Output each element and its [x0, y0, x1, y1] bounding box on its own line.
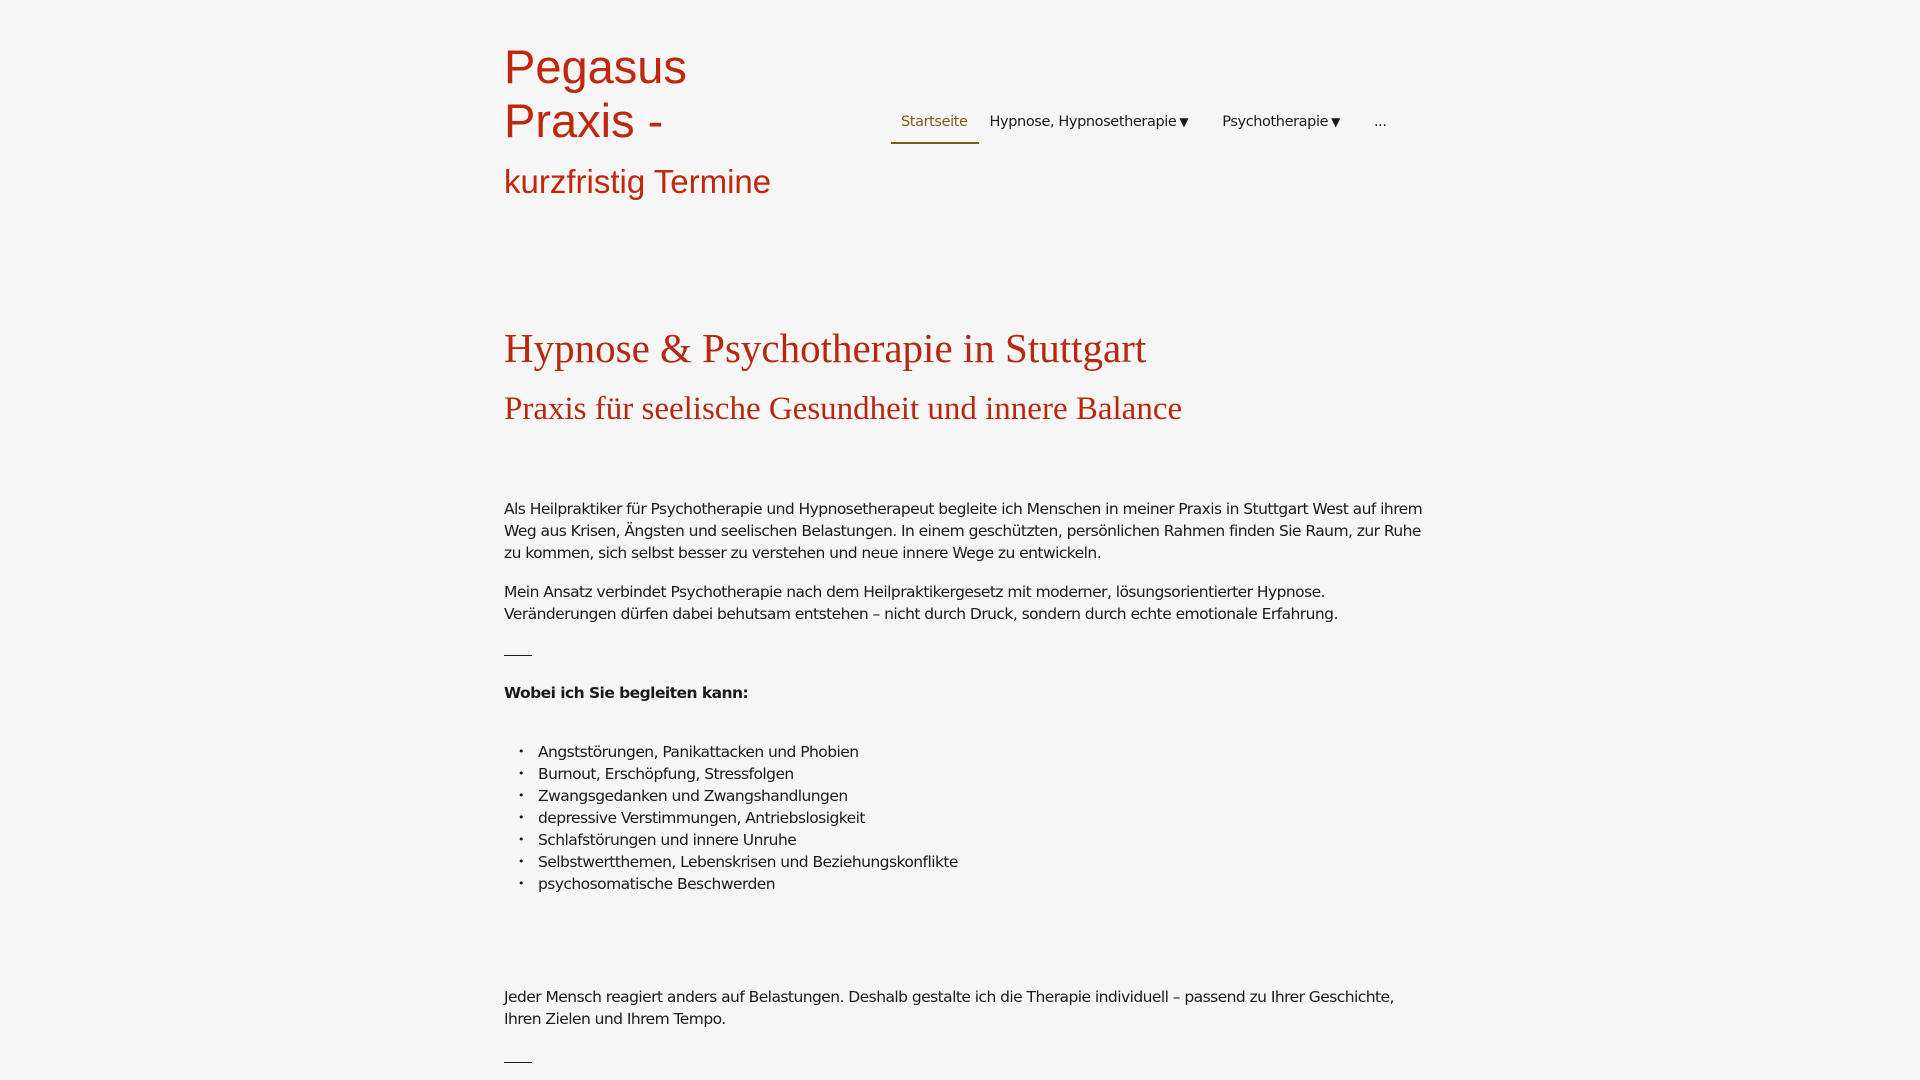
nav-item-psychotherapie[interactable]: [1211, 108, 1351, 144]
list-item: • depressive Verstimmungen, Antriebslosigkeit: [504, 807, 958, 829]
main-content: [504, 322, 1424, 1028]
nav-item-label: Startseite: [901, 114, 968, 130]
page-title: Hypnose & Psychotherapie in Stuttgart: [504, 325, 1147, 371]
individual-therapy-paragraph: Jeder Mensch reagiert anders auf Belastungen. Deshalb gestalte ich die Therapie individuell – passend zu Ihrer Geschichte, Ihren Zielen und Ihrem Tempo.: [504, 988, 1394, 1028]
divider: [504, 1062, 532, 1063]
divider: [504, 655, 532, 656]
nav-item-startseite[interactable]: [890, 108, 979, 144]
nav-item-label: Psychotherapie: [1222, 114, 1329, 130]
intro-paragraph: Als Heilpraktiker für Psychotherapie und Hypnosetherapeut begleite ich Menschen in meiner Praxis in Stuttgart West auf ihrem Weg aus Krisen, Ängsten und seelischen Belastungen. In einem geschützten, persönlichen Rahmen finden Sie Raum, zur Ruhe zu kommen, sich selbst besser zu verstehen und neue innere Wege zu entwickeln.: [504, 500, 1423, 562]
page-subtitle: Praxis für seelische Gesundheit und innere Balance: [504, 391, 1183, 427]
logo-line-1: Pegasus: [504, 40, 687, 93]
more-icon: ...: [1373, 114, 1387, 130]
dropdown-caret-icon: ▼: [1179, 115, 1189, 129]
list-item: • Burnout, Erschöpfung, Stressfolgen: [504, 763, 958, 785]
topics-heading: Wobei ich Sie begleiten kann:: [504, 684, 749, 702]
main-navigation: [890, 108, 1398, 144]
nav-item-hypnose[interactable]: [979, 108, 1200, 144]
nav-item-label: Hypnose, Hypnosetherapie: [989, 114, 1177, 130]
dropdown-caret-icon: ▼: [1331, 115, 1340, 129]
list-item: • Angststörungen, Panikattacken und Phobien: [504, 741, 958, 763]
logo-tagline: kurzfristig Termine: [504, 163, 772, 200]
nav-item-more[interactable]: [1363, 108, 1398, 144]
list-item: • Selbstwertthemen, Lebenskrisen und Beziehungskonflikte: [504, 851, 958, 873]
list-item: • psychosomatische Beschwerden: [504, 873, 958, 895]
topics-list: [504, 741, 958, 895]
approach-paragraph: Mein Ansatz verbindet Psychotherapie nach dem Heilpraktikergesetz mit moderner, lösungsorientierter Hypnose. Veränderungen dürfen dabei behutsam entstehen – nicht durch Druck, sondern durch echte emotionale Erfahrung.: [504, 583, 1338, 623]
site-logo[interactable]: [504, 40, 804, 202]
list-item: • Zwangsgedanken und Zwangshandlungen: [504, 785, 958, 807]
list-item: • Schlafstörungen und innere Unruhe: [504, 829, 958, 851]
logo-line-2: Praxis -: [504, 94, 664, 147]
